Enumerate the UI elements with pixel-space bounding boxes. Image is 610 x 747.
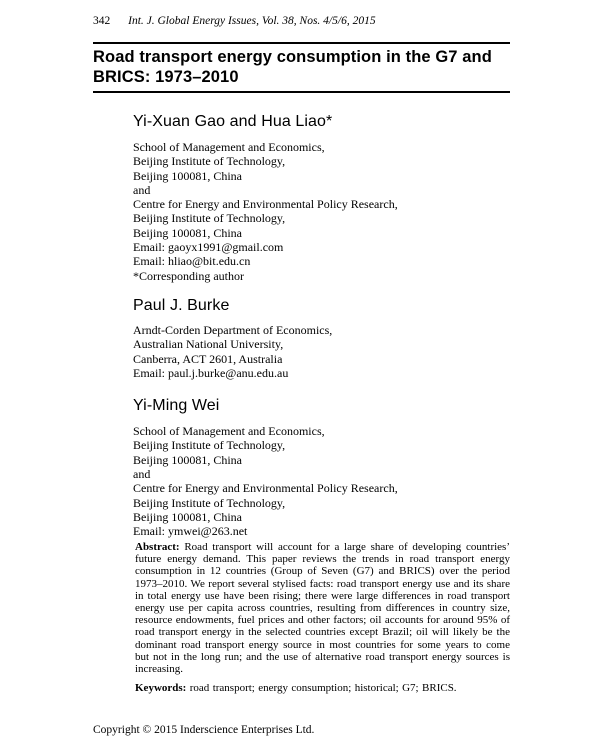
affiliation-line: Beijing 100081, China: [133, 452, 242, 467]
keywords-paragraph: [135, 682, 510, 694]
author-affiliation: [133, 424, 515, 538]
keywords-label: Keywords:: [135, 682, 187, 695]
author-name: Yi-Ming Wei: [133, 397, 220, 415]
copyright-notice: Copyright © 2015 Inderscience Enterprises Ltd.: [93, 724, 315, 736]
affiliation-line: Beijing Institute of Technology,: [133, 438, 286, 453]
affiliation-line: Centre for Energy and Environmental Policy Research,: [133, 197, 398, 212]
affiliation-line: School of Management and Economics,: [133, 140, 325, 154]
author-affiliation: [133, 140, 515, 283]
title-rule-top: [93, 42, 510, 44]
affiliation-line: Beijing 100081, China: [133, 225, 242, 240]
email-line: Email: paul.j.burke@anu.edu.au: [133, 365, 289, 380]
affiliation-line: Beijing 100081, China: [133, 509, 242, 524]
affiliation-line: Centre for Energy and Environmental Policy Research,: [133, 481, 398, 496]
journal-citation: Int. J. Global Energy Issues, Vol. 38, Nos. 4/5/6, 2015: [128, 15, 376, 27]
running-head: [93, 15, 510, 28]
affiliation-line: Arndt-Corden Department of Economics,: [133, 322, 333, 337]
author-name: Paul J. Burke: [133, 296, 230, 314]
abstract-paragraph: [135, 541, 510, 675]
affiliation-line: and: [133, 467, 151, 482]
affiliation-line: and: [133, 182, 151, 197]
affiliation-line: Beijing 100081, China: [133, 168, 242, 183]
author-affiliation: [133, 323, 515, 380]
email-line: Email: ymwei@263.net: [133, 524, 248, 539]
affiliation-line: Beijing Institute of Technology,: [133, 154, 286, 169]
abstract-text: Road transport will account for a large share of developing countries’ future energy demand. This paper reviews the trends in road transport energy consumption in 12 countries (Group of Seven (G7) and BRICS) over the period 1973–2010. We report several stylised facts: road transport energy use and its share in total energy use have been rising; there were large differences in road transport energy use per capita across countries, resulting from differences in country size, resource endowments, fuel prices and other factors; oil accounts for around 95% of road transport energy in the selected countries except Brazil; oil will likely be the dominant road transport energy source in most countries for some years to come but not in the long run; and the use of alternative road transport energy sources is increasing.: [135, 541, 510, 676]
affiliation-line: School of Management and Economics,: [133, 424, 325, 439]
article-title: Road transport energy consumption in the G7 and BRICS: 1973–2010: [93, 48, 492, 86]
corresponding-author-note: *Corresponding author: [133, 268, 244, 283]
abstract-and-keywords: [135, 541, 510, 694]
author-name: Yi-Xuan Gao and Hua Liao*: [133, 113, 333, 130]
author-section: [133, 296, 515, 380]
abstract-label: Abstract:: [135, 541, 180, 553]
affiliation-line: Beijing Institute of Technology,: [133, 495, 286, 510]
email-line: Email: hliao@bit.edu.cn: [133, 254, 251, 269]
author-section: [133, 396, 515, 538]
title-rule-bottom: [93, 91, 510, 93]
affiliation-line: Australian National University,: [133, 337, 284, 352]
keywords-text: road transport; energy consumption; historical; G7; BRICS.: [189, 682, 457, 695]
affiliation-line: Canberra, ACT 2601, Australia: [133, 351, 283, 366]
author-section: [133, 112, 515, 283]
author-list: [133, 104, 515, 539]
affiliation-line: Beijing Institute of Technology,: [133, 211, 286, 226]
page-number: 342: [93, 15, 111, 27]
email-line: Email: gaoyx1991@gmail.com: [133, 240, 284, 255]
